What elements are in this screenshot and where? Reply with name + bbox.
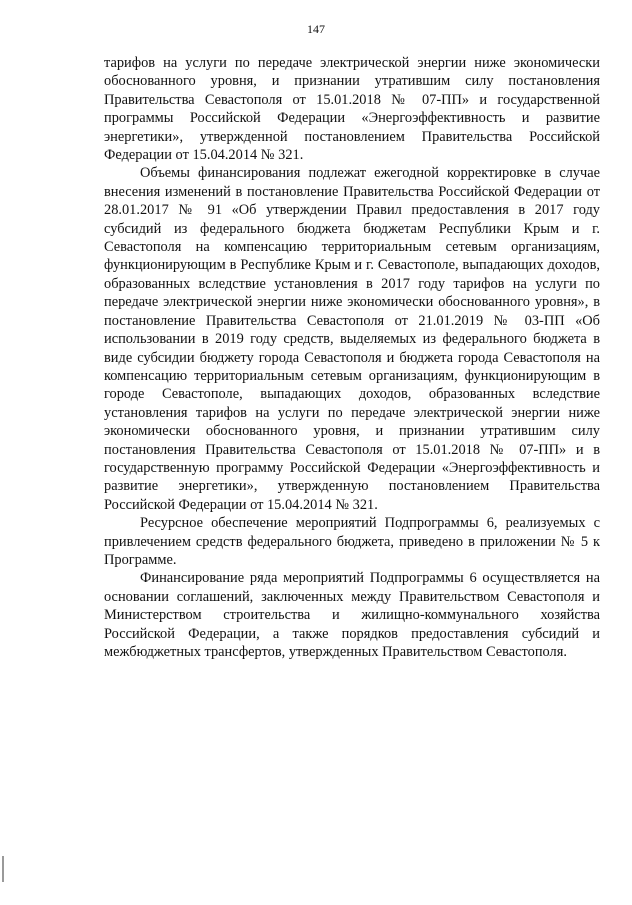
paragraph-continuation: тарифов на услуги по передаче электрической энергии ниже экономически обоснованного уровня, и признании утратившим силу постановления Правительства Севастополя от 15.01.2018 № 07-ПП» и государственной программы Российской Федерации «Энергоэффективность и развитие энергетики», утвержденной постановлением Правительства Российской Федерации от 15.04.2014 № 321. (104, 55, 600, 164)
paragraph-financing-basis: Финансирование ряда мероприятий Подпрограммы 6 осуществляется на основании соглашений, заключенных между Правительством Севастополя и Министерством строительства и жилищно-коммунального хозяйства Российской Федерации, а также порядков предоставления субсидий и межбюджетных трансфертов, утвержденных Правительством Севастополя. (104, 570, 600, 660)
scan-edge-mark (2, 856, 4, 882)
page-number: 147 (307, 22, 325, 36)
paragraph-resource-provision: Ресурсное обеспечение мероприятий Подпрограммы 6, реализуемых с привлечением средств федерального бюджета, приведено в приложении № 5 к Программе. (104, 515, 600, 568)
document-body (104, 54, 600, 661)
paragraph-funding-adjustment: Объемы финансирования подлежат ежегодной корректировке в случае внесения изменений в постановление Правительства Российской Федерации от 28.01.2017 № 91 «Об утверждении Правил предоставления в 2017 году субсидий из федерального бюджета бюджетам Республики Крым и г. Севастополя на компенсацию территориальным сетевым организациям, функционирующим в Республике Крым и г. Севастополе, выпадающих доходов, образованных вследствие установления в 2017 году тарифов на услуги по передаче электрической энергии ниже экономически обоснованного уровня», в постановление Правительства Севастополя от 21.01.2019 № 03-ПП «Об использовании в 2019 году средств, выделяемых из федерального бюджета в виде субсидии бюджету города Севастополя и бюджета города Севастополя на компенсацию территориальным сетевым организациям, функционирующим в городе Севастополе, выпадающих доходов, образованных вследствие установления тарифов на услуги по передаче электрической энергии ниже экономически обоснованного уровня, и признании утратившим силу постановления Правительства Севастополя от 15.01.2018 № 07-ПП» и в государственную программу Российской Федерации «Энергоэффективность и развитие энергетики», утвержденную постановлением Правительства Российской Федерации от 15.04.2014 № 321. (104, 165, 600, 513)
